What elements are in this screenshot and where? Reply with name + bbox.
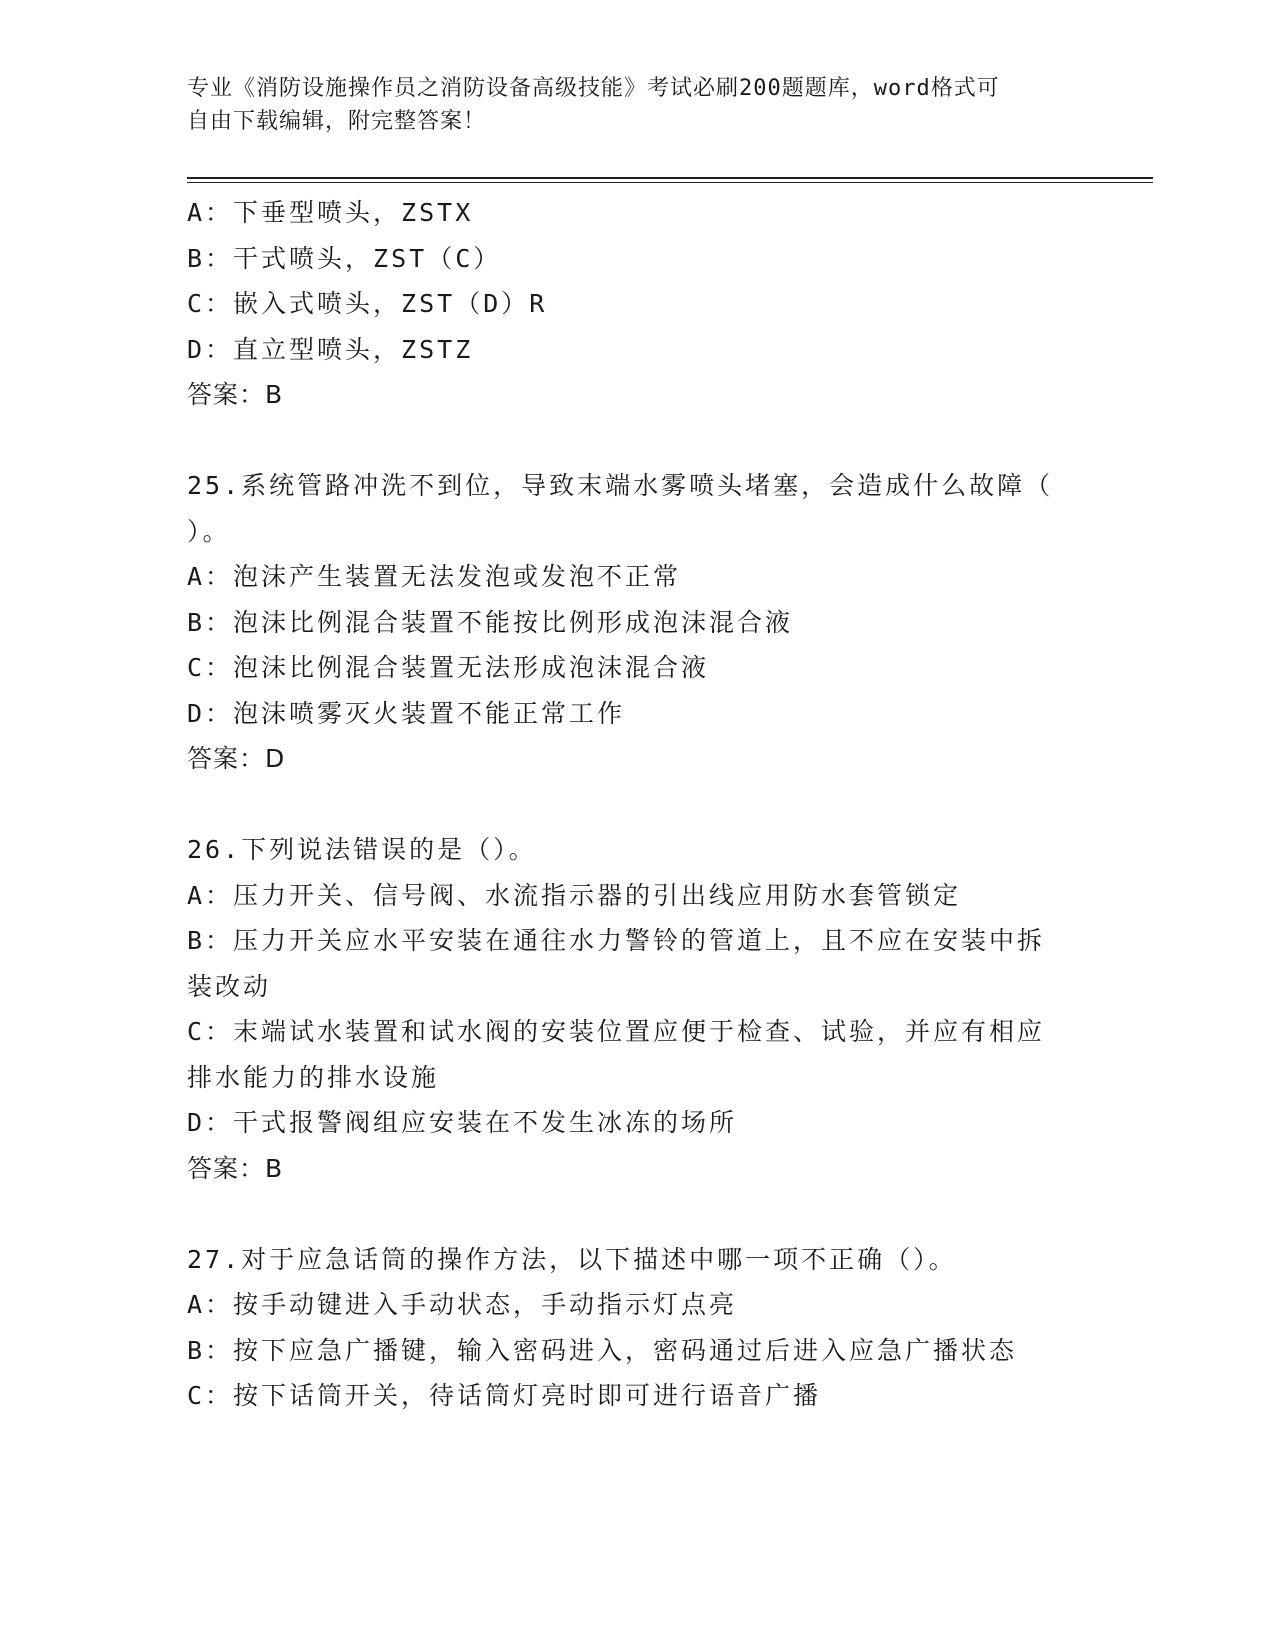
option-c-line-2: 排水能力的排水设施 — [187, 1062, 440, 1092]
header-divider-thick — [187, 177, 1153, 179]
option-b-line-1: B：压力开关应水平安装在通往水力警铃的管道上，且不应在安装中拆 — [187, 926, 1046, 955]
option-c-line-1: C：末端试水装置和试水阀的安装位置应便于检查、试验，并应有相应 — [187, 1017, 1046, 1046]
question-block-25 — [187, 463, 1087, 782]
question-stem: 26.下列说法错误的是（）。 — [187, 835, 537, 864]
spacer — [187, 418, 1087, 464]
question-block-27 — [187, 1237, 1087, 1419]
option-b: B：干式喷头，ZST（C） — [187, 243, 502, 273]
header-line-2: 自由下载编辑，附完整答案！ — [187, 109, 487, 134]
document-header — [187, 72, 1087, 138]
option-a: A：按手动键进入手动状态，手动指示灯点亮 — [187, 1290, 738, 1319]
option-c: C：嵌入式喷头，ZST（D）R — [187, 289, 548, 318]
header-divider-thin — [187, 182, 1153, 183]
answer-line: 答案：D — [187, 744, 286, 773]
option-d: D：干式报警阀组应安装在不发生冰冻的场所 — [187, 1108, 738, 1137]
option-b-line-2: 装改动 — [187, 971, 272, 1001]
question-block-26 — [187, 827, 1087, 1191]
question-block-24 — [187, 190, 1087, 418]
option-a: A：下垂型喷头，ZSTX — [187, 198, 474, 227]
option-b: B：泡沫比例混合装置不能按比例形成泡沫混合液 — [187, 607, 794, 637]
spacer — [187, 1191, 1087, 1237]
option-c: C：按下话筒开关，待话筒灯亮时即可进行语音广播 — [187, 1381, 822, 1410]
header-line-1: 专业《消防设施操作员之消防设备高级技能》考试必刷200题题库，word格式可 — [187, 76, 1000, 101]
option-a: A：泡沫产生装置无法发泡或发泡不正常 — [187, 562, 682, 591]
option-d: D：直立型喷头，ZSTZ — [187, 334, 474, 364]
option-b: B：按下应急广播键，输入密码进入，密码通过后进入应急广播状态 — [187, 1335, 1018, 1365]
spacer — [187, 782, 1087, 828]
option-c: C：泡沫比例混合装置无法形成泡沫混合液 — [187, 653, 710, 682]
question-list — [187, 190, 1087, 1419]
option-d: D：泡沫喷雾灭火装置不能正常工作 — [187, 698, 626, 728]
question-stem-line-2: ）。 — [187, 516, 231, 546]
answer-line: 答案：B — [187, 1153, 284, 1183]
question-stem-line-1: 25.系统管路冲洗不到位，导致末端水雾喷头堵塞，会造成什么故障（ — [187, 471, 1054, 500]
question-stem: 27.对于应急话筒的操作方法，以下描述中哪一项不正确（）。 — [187, 1244, 957, 1274]
option-a: A：压力开关、信号阀、水流指示器的引出线应用防水套管锁定 — [187, 880, 962, 910]
answer-line: 答案：B — [187, 380, 284, 409]
